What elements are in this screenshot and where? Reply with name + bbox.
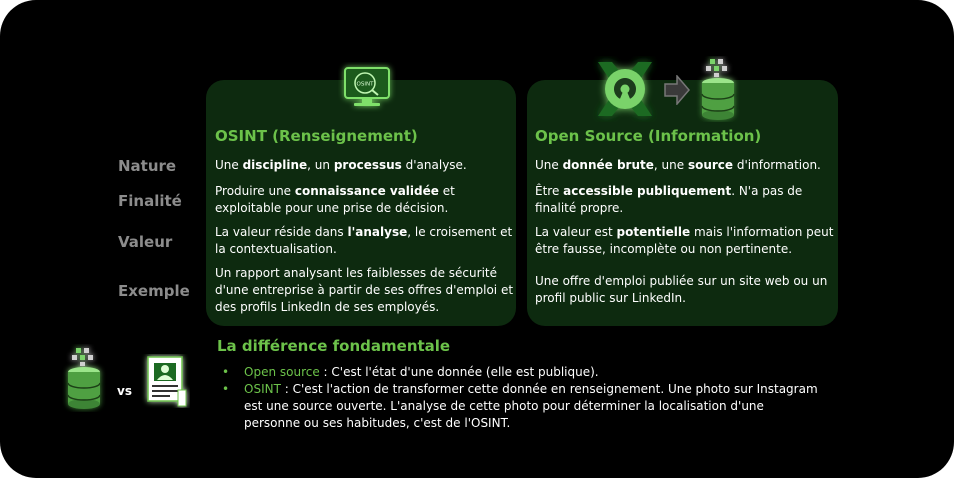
emphasis-text: connaissance validée (294, 184, 439, 198)
row-label-exemple: Exemple (118, 282, 190, 300)
bullet-dot-icon: • (222, 382, 230, 396)
database-icon (62, 344, 106, 412)
emphasis-text: potentielle (616, 225, 691, 239)
osint-finalite-text: Produire une connaissance validée et exploitable pour une prise de décision. (215, 184, 455, 215)
monitor-osint-icon (338, 62, 396, 112)
row-label-valeur: Valeur (118, 233, 173, 251)
bullet-text: : C'est l'état d'une donnée (elle est publique). (319, 365, 599, 379)
bullet-open-source (222, 364, 822, 381)
open-source-card-title: Open Source (Information) (535, 127, 762, 145)
bullet-dot-icon: • (222, 365, 230, 379)
emphasis-text: processus (333, 158, 402, 172)
open-source-logo-icon (590, 56, 660, 122)
svg-text:OSINT: OSINT (356, 81, 374, 88)
database-icon (696, 56, 740, 122)
osint-exemple-text: Un rapport analysant les faiblesses de sécurité d'une entreprise à partir de ses offres d'emploi et des profils LinkedIn de ses employés. (215, 266, 514, 314)
open-source-valeur-text: La valeur est potentielle mais l'information peut être fausse, incomplète ou non pertinente. (535, 225, 834, 256)
open-source-exemple-text: Une offre d'emploi publiée sur un site web ou un profil public sur LinkedIn. (535, 274, 828, 305)
document-profile-icon (140, 354, 190, 408)
bullet-text: : C'est l'action de transformer cette donnée en renseignement. Une photo sur Instagram est une source ouverte. L'analyse de cette photo pour déterminer la localisation d'une personne ou ses habitudes, c'est de l'OSINT. (244, 382, 818, 430)
row-label-nature: Nature (118, 157, 177, 175)
bullet-osint (222, 381, 822, 432)
emphasis-text: l'analyse (347, 225, 408, 239)
arrow-right-icon (664, 75, 690, 105)
open-source-finalite-text: Être accessible publiquement. N'a pas de finalité propre. (535, 184, 803, 215)
osint-card-title: OSINT (Renseignement) (215, 127, 418, 145)
osint-valeur-text: La valeur réside dans l'analyse, le croisement et la contextualisation. (215, 225, 513, 256)
open-source-nature-text: Une donnée brute, une source d'information. (535, 158, 821, 172)
difference-bullets (222, 364, 822, 432)
emphasis-text: discipline (242, 158, 308, 172)
emphasis-text: accessible publiquement (563, 184, 732, 198)
emphasis-text: source (687, 158, 734, 172)
row-label-finalite: Finalité (118, 192, 182, 210)
osint-nature-text: Une discipline, un processus d'analyse. (215, 158, 467, 172)
bullet-term: Open source (244, 365, 320, 379)
emphasis-text: donnée brute (562, 158, 654, 172)
bullet-term: OSINT (244, 382, 281, 396)
vs-label: vs (117, 384, 132, 398)
difference-title: La différence fondamentale (217, 337, 451, 355)
